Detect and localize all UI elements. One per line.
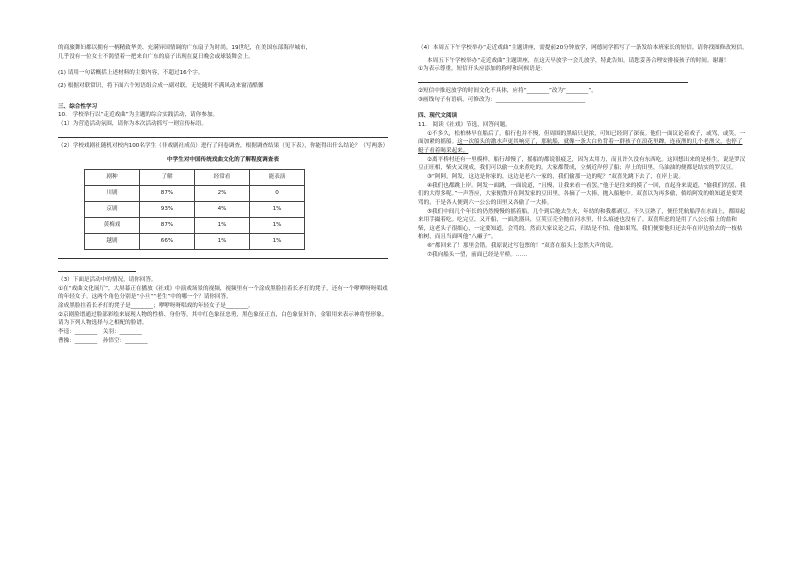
question-10: 10. 学校举行以“走近戏曲”为主题的综合实践活动，请你参加。 [58,112,219,119]
table-row [85,217,305,233]
question-10-3-d: 李逵：________ 关羽：________ [58,328,142,335]
table-header: 了解 [140,169,195,185]
left-column [58,44,388,345]
table-cell: 越剧 [85,233,140,249]
passage-paragraph-2: ②离平桥村还有一里模样，船行却慢了，摇船的都说很疲乏，因为太用力，而且许久没有东西吃。这回想出来的是桂生，说是罗汉豆正旺相，柴火又现成，我们可以偷一点来煮吃的。大家都赞成，立刻近岸停了船；岸上的田里，乌油油的便都是结实的罗汉豆。 [418,156,746,172]
section-heading-4: 四、现代文阅读 [418,113,458,120]
question-11: 11. 阅读《社戏》节选，回答问题。 [418,121,511,128]
passage-paragraph-5: ⑤我们中间几个年长的仍然慢慢的摇着船，几个到后舱去生火，年幼的和我都剥豆。不久豆熟了，便任凭航船浮在水面上，都围起来用手撮着吃。吃完豆，又开船，一面洗器具，豆荚豆壳全抛在河水里，什么痕迹也没有了。双喜所虑的是用了八公公船上的盐和柴，这老头子很细心，一定要知道，会骂的。然而大家议论之后，归结是不怕。他如果骂，我们便要他归还去年在岸边拾去的一枝枯桕树，而且当面叫他“八癞子”。 [418,208,746,241]
table-cell: 0 [250,185,305,201]
table-cell: 川剧 [85,185,140,201]
table-cell: 66% [140,233,195,249]
table-cell: 1% [250,233,305,249]
table-title: 中学生对中国传统戏曲文化的了解程度调查表 [167,157,279,164]
table-cell: 京剧 [85,201,140,217]
table-cell: 87% [140,217,195,233]
sms-question-1: ①为表示尊重，短信开头应添加的称呼和问候语是： [418,66,547,73]
table-row [85,185,305,201]
intro-paragraph-2: 几乎没有一位女士不渴望着一把来自广东的扇子出现在夏日晚会或球装舞会上。 [58,53,254,60]
table-cell: 4% [195,201,250,217]
passage-paragraph-6: ⑥“都回来了！那里会错。我原说过写包票的！”双喜在船头上忽然大声的说。 [427,243,617,250]
survey-table [84,169,305,250]
table-header: 剧种 [85,169,140,185]
table-cell: 87% [140,185,195,201]
question-10-4: （4）本周五下午学校举办“走近戏曲”主题讲座，需提前20分钟放学，网德同学抓写了一条发给本班家长的短信。请你找图修改短信。 [418,45,748,51]
table-header: 经常看 [195,169,250,185]
question-10-1: （1）为营造活动氛围，请你为本次活动抓写一则宣传标语。 [58,120,207,127]
intro-paragraph: 的商旅舞妇都以拥有一柄精致华美、充满异国情调的广东扇子为时尚。19世纪，在美国东部海岸城市， [58,45,312,51]
question-2: (2) 根据对联常识，将下面六个短语组合成一副对联。无处随时不满风动来窗清酷馨 [58,82,264,89]
table-header-row [85,169,305,185]
answer-line[interactable] [58,263,136,272]
question-10-3-a: ①在“戏曲文化展厅”，大屏幕正在播放《社戏》中演戏场景的视频，视频里有一个涂成黑脸拄着长矛打的凳子，还有一个咿咿呀呀唱戏的年轻女子。这两个角色分别是“小旦”“老生”中的哪一个？请你回答。 [58,285,388,301]
passage-paragraph-1: ①不多久，松柏林早在船后了，船行也并不慢，但周围的黑暗只是浓，可知已经到了深夜。他们一面议论着戏子，或骂，或笑，一面加紧的摇船。这一次船头的激水声更其响亮了，那航船，就像一条大白鱼背着一群孩子在浪花里蹿，连夜渔的几个老渔父，也停了艇子看着喝采起来。 [418,130,746,154]
question-10-3-b: 涂成黑脸拄着长矛打的凳子是________；咿咿呀呀唱戏的年轻女子是________。 [58,302,254,309]
right-column [418,44,748,259]
sms-text: 本周五下午学校举办“走近戏曲”主题讲座，在这天早放学一会儿放学，特此告知。请您妥善合理安排接孩子的时间。谢谢！ [427,57,730,64]
passage-paragraph-7: ⑦我向船头一望，前面已经是平桥。…… [427,251,528,258]
table-cell: 2% [195,185,250,201]
passage-paragraph-4: ④我们也都跳上岸。阿发一面跳，一面说道，“且慢，让我来看一看罢，”他于是往来的摸了一回，直起身来说道，“偷我们的罢，我们的大得多呢。”一声答应，大家便散开在阿发家的豆田里，各摘了一大捧，抛入船舱中。双喜以为再多偷，倘给阿发的娘知道是要哭骂的，于是各人便到六一公公的田里又各偷了一大捧。 [418,182,746,206]
table-cell: 1% [195,217,250,233]
question-1: (1) 请用一句话概括上述材料的主要内容，不超过16个字。 [58,70,204,77]
table-row [85,201,305,217]
sms-question-2: ②短信中推迟放学的时间文化不具体，应将“________”改为“________”。 [418,87,597,94]
table-cell: 1% [250,201,305,217]
table-cell: 1% [195,233,250,249]
table-cell: 93% [140,201,195,217]
table-row [85,233,305,249]
table-cell: 1% [250,217,305,233]
table-cell: 黄梅戏 [85,217,140,233]
section-heading-3: 三、综合性学习 [58,103,98,110]
question-10-3-e: 曹操：________ 孙悟空：________ [58,337,148,344]
sms-question-3: ③画线句子有语病，可修改为：________________________________ [418,96,586,103]
table-header: 能表演 [250,169,305,185]
passage-paragraph-3: ③“阿阿，阿发，这边是你家的，这边是老六一家的，我们偷那一边的呢？”双喜先跳下去了，在岸上说。 [427,173,684,180]
answer-line[interactable] [418,74,688,83]
question-10-2: （2）学校戏剧社随机对校内100名学生（非戏剧社成员）进行了问卷调查，根据调查结果（见下表），你能得出什么结论？（写两条） [58,142,389,149]
answer-line[interactable] [58,129,388,138]
answer-line[interactable] [58,250,388,259]
question-10-3: （3）下面是活动中的情况，请你回答。 [58,276,157,283]
question-10-3-c: ②京剧脸谱通过脸部彩绘来展现人物的性格、身份等，其中红色象征忠勇，黑色象征正直，白色象征奸诈，金银用来表示神将怪形象。请为下列人物选择与之相配的脸谱。 [58,311,388,327]
